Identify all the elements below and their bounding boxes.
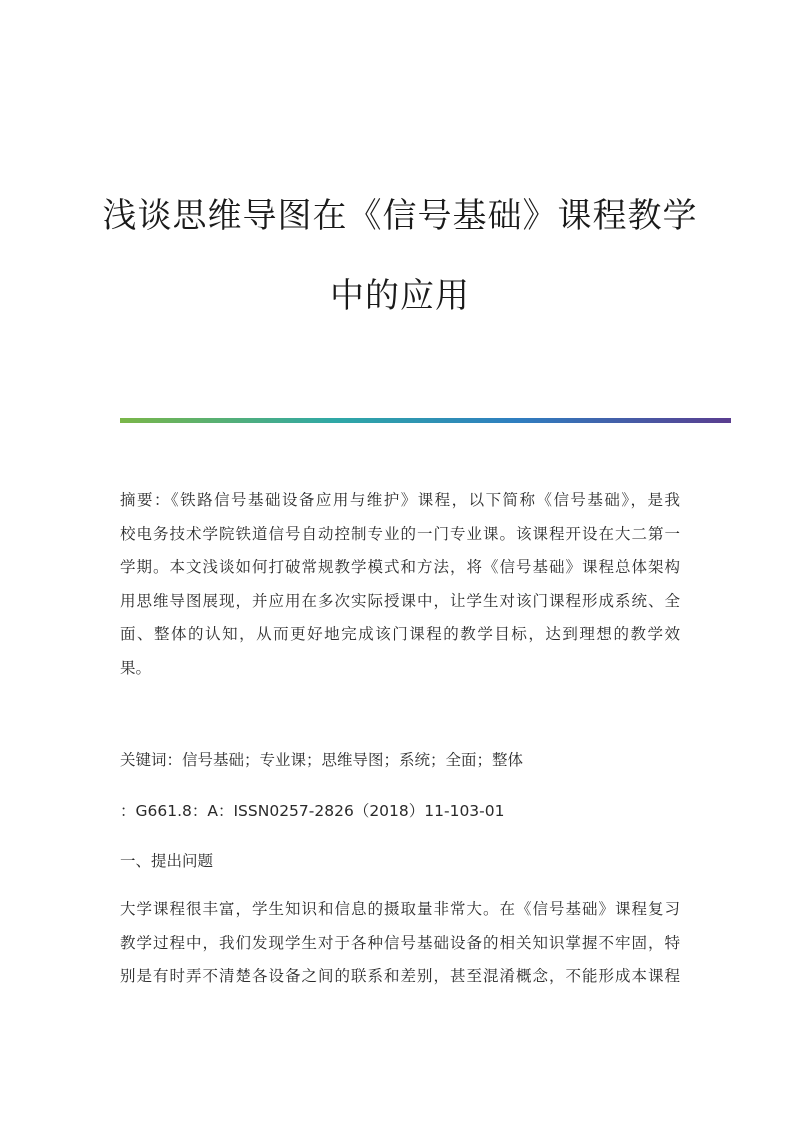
abstract-line: 用思维导图展现，并应用在多次实际授课中，让学生对该门课程形成系统、全 — [120, 591, 680, 610]
title-divider — [120, 418, 731, 423]
document-title-line-1: 浅谈思维导图在《信号基础》课程教学 — [102, 196, 698, 236]
intro-paragraph — [120, 893, 680, 994]
keywords-line — [120, 744, 680, 778]
abstract-line: 果。 — [120, 658, 152, 677]
section-heading — [120, 845, 680, 879]
keywords-text: 关键词：信号基础；专业课；思维导图；系统；全面；整体 — [120, 751, 524, 769]
abstract-line: 学期。本文浅谈如何打破常规教学模式和方法，将《信号基础》课程总体架构 — [120, 558, 680, 576]
abstract-line: 面、整体的认知，从而更好地完成该门课程的教学目标，达到理想的教学效 — [120, 625, 680, 643]
abstract-line: 摘要：《铁路信号基础设备应用与维护》课程，以下简称《信号基础》，是我 — [120, 491, 680, 509]
section-heading-text: 一、提出问题 — [120, 852, 214, 870]
abstract-paragraph — [120, 484, 680, 685]
document-title-line-2: 中的应用 — [330, 276, 470, 316]
classification-line — [120, 795, 680, 829]
classification-text: ：G661.8：A：ISSN0257-2826（2018）11-103-01 — [120, 802, 505, 820]
intro-line: 别是有时弄不清楚各设备之间的联系和差别，甚至混淆概念，不能形成本课程 — [120, 967, 680, 985]
intro-line: 大学课程很丰富，学生知识和信息的摄取量非常大。在《信号基础》课程复习 — [120, 900, 680, 918]
intro-line: 教学过程中，我们发现学生对于各种信号基础设备的相关知识掌握不牢固，特 — [120, 933, 680, 952]
abstract-line: 校电务技术学院铁道信号自动控制专业的一门专业课。该课程开设在大二第一 — [120, 524, 680, 543]
